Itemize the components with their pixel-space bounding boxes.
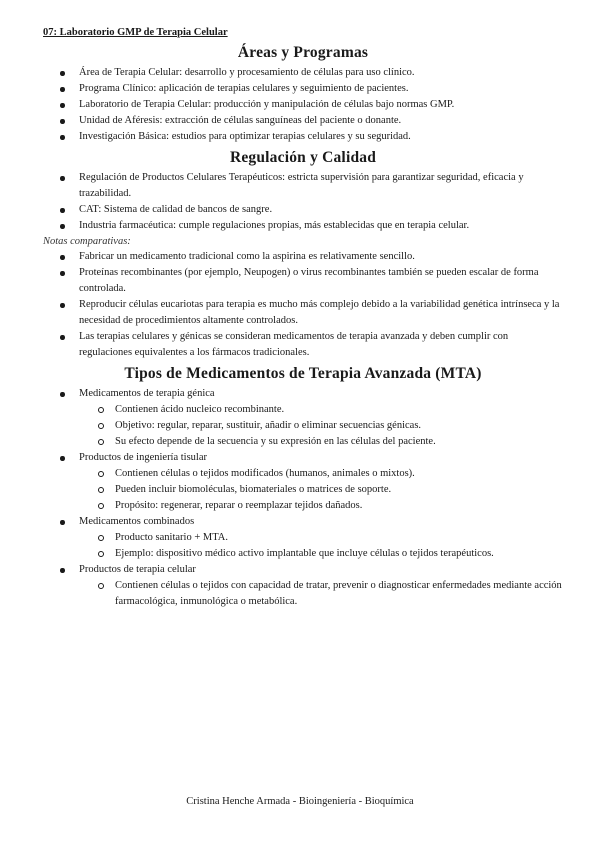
mta-group-title: Productos de ingeniería tisular [43, 450, 563, 466]
sub-list-item: Objetivo: regular, reparar, sustituir, añadir o eliminar secuencias génicas. [43, 418, 563, 434]
sub-list-item: Contienen ácido nucleico recombinante. [43, 402, 563, 418]
sub-list-item: Ejemplo: dispositivo médico activo implantable que incluye células o tejidos terapéuticos. [43, 546, 563, 562]
list-item: Programa Clínico: aplicación de terapias celulares y seguimiento de pacientes. [43, 81, 563, 97]
notes-label: Notas comparativas: [43, 236, 131, 247]
document-title: 07: Laboratorio GMP de Terapia Celular [43, 27, 228, 38]
list-item: Reproducir células eucariotas para terapia es mucho más complejo debido a la variabilidad genética intrínseca y la necesidad de procedimientos altamente controlados. [43, 297, 563, 329]
list-item: CAT: Sistema de calidad de bancos de sangre. [43, 202, 563, 218]
list-item: Fabricar un medicamento tradicional como la aspirina es relativamente sencillo. [43, 249, 563, 265]
mta-group-title: Medicamentos de terapia génica [43, 386, 563, 402]
section-mta [43, 364, 563, 610]
sub-list-item: Propósito: regenerar, reparar o reemplazar tejidos dañados. [43, 498, 563, 514]
list-item: Regulación de Productos Celulares Terapéuticos: estricta supervisión para garantizar seguridad, eficacia y trazabilidad. [43, 170, 563, 202]
areas-list [43, 65, 563, 145]
notes-list [43, 249, 563, 361]
list-item: Las terapias celulares y génicas se consideran medicamentos de terapia avanzada y deben cumplir con regulaciones equivalentes a los fármacos tradicionales. [43, 329, 563, 361]
list-item: Investigación Básica: estudios para optimizar terapias celulares y su seguridad. [43, 129, 563, 145]
page-footer: Cristina Henche Armada - Bioingeniería - Bioquímica [186, 796, 414, 807]
sub-list-item: Su efecto depende de la secuencia y su expresión en las células del paciente. [43, 434, 563, 450]
document-body [43, 43, 563, 613]
mta-group-title: Medicamentos combinados [43, 514, 563, 530]
section-heading-areas: Áreas y Programas [237, 44, 369, 61]
regulacion-list [43, 170, 563, 234]
sub-list-item: Contienen células o tejidos modificados (humanos, animales o mixtos). [43, 466, 563, 482]
section-regulacion [43, 148, 563, 361]
mta-list [43, 386, 563, 610]
mta-group-title: Productos de terapia celular [43, 562, 563, 578]
list-item: Industria farmacéutica: cumple regulaciones propias, más establecidas que en terapia celular. [43, 218, 563, 234]
list-item: Unidad de Aféresis: extracción de células sanguíneas del paciente o donante. [43, 113, 563, 129]
list-item: Área de Terapia Celular: desarrollo y procesamiento de células para uso clínico. [43, 65, 563, 81]
list-item: Proteínas recombinantes (por ejemplo, Neupogen) o virus recombinantes también se pueden escalar de forma controlada. [43, 265, 563, 297]
sub-list-item: Contienen células o tejidos con capacidad de tratar, prevenir o diagnosticar enfermedades mediante acción farmacológica, inmunológica o metabólica. [43, 578, 563, 610]
list-item: Laboratorio de Terapia Celular: producción y manipulación de células bajo normas GMP. [43, 97, 563, 113]
sub-list-item: Pueden incluir biomoléculas, biomateriales o matrices de soporte. [43, 482, 563, 498]
sub-list-item: Producto sanitario + MTA. [43, 530, 563, 546]
section-areas [43, 43, 563, 145]
section-heading-mta: Tipos de Medicamentos de Terapia Avanzada (MTA) [124, 365, 482, 382]
section-heading-regulacion: Regulación y Calidad [229, 149, 377, 166]
